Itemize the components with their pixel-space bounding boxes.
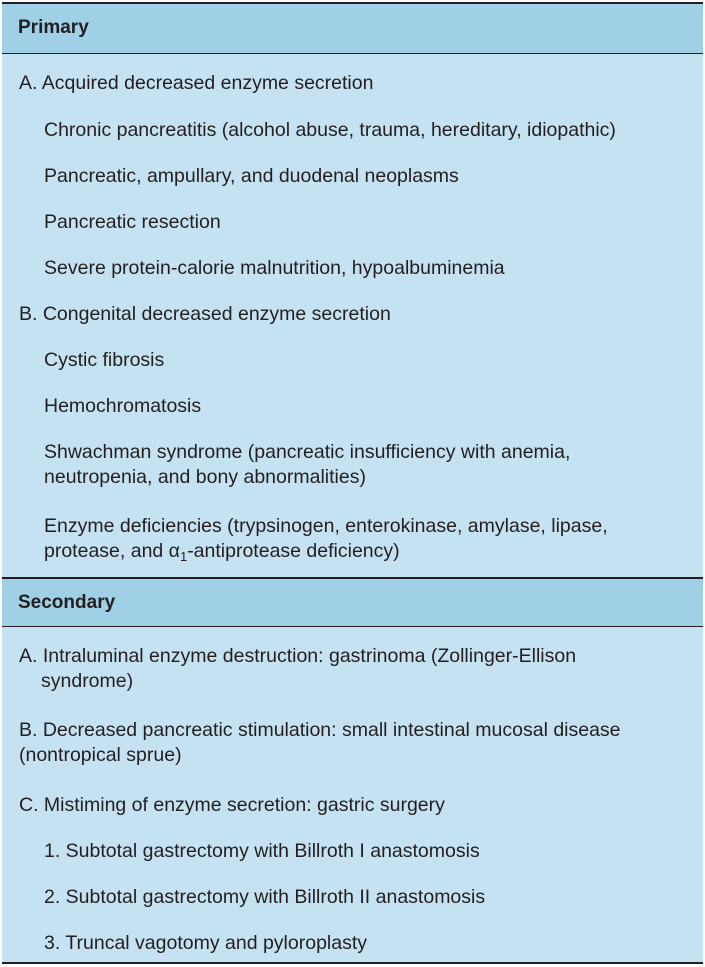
enzyme-line-2-pre: protease, and α — [44, 540, 180, 562]
section-title-primary: Primary — [18, 17, 89, 38]
primary-b-heading: B. Congenital decreased enzyme secretion — [19, 303, 391, 325]
secondary-c-item-3: 3. Truncal vagotomy and pyloroplasty — [44, 932, 368, 954]
primary-a-item-2: Pancreatic, ampullary, and duodenal neoplasms — [44, 165, 459, 187]
primary-a-item-4: Severe protein-calorie malnutrition, hypoalbuminemia — [44, 257, 505, 279]
secondary-c-item-2: 2. Subtotal gastrectomy with Billroth II anastomosis — [44, 886, 486, 908]
secondary-b-line-2: (nontropical sprue) — [19, 744, 182, 766]
section-title-secondary: Secondary — [18, 592, 116, 613]
primary-b-item-2: Hemochromatosis — [44, 395, 202, 417]
section-header-primary — [2, 4, 703, 54]
secondary-c-item-1: 1. Subtotal gastrectomy with Billroth I anastomosis — [44, 840, 480, 862]
secondary-c-heading: C. Mistiming of enzyme secretion: gastric surgery — [19, 794, 445, 816]
primary-a-item-1: Chronic pancreatitis (alcohol abuse, trauma, hereditary, idiopathic) — [44, 119, 616, 141]
secondary-a-line-1: A. Intraluminal enzyme destruction: gastrinoma (Zollinger-Ellison — [19, 645, 577, 667]
shwachman-line-2: neutropenia, and bony abnormalities) — [44, 466, 366, 488]
shwachman-line-1: Shwachman syndrome (pancreatic insufficiency with anemia, — [44, 441, 571, 463]
causes-table — [2, 2, 703, 964]
secondary-b-line-1: B. Decreased pancreatic stimulation: small intestinal mucosal disease — [19, 719, 621, 741]
primary-a-item-3: Pancreatic resection — [44, 211, 221, 233]
enzyme-subscript: 1 — [179, 549, 188, 564]
enzyme-line-2-post: -antiprotease deficiency) — [187, 540, 400, 562]
enzyme-line-1: Enzyme deficiencies (trypsinogen, enterokinase, amylase, lipase, — [44, 515, 608, 537]
primary-a-heading: A. Acquired decreased enzyme secretion — [19, 72, 374, 94]
secondary-a — [19, 644, 576, 694]
primary-b-item-shwachman — [44, 440, 570, 490]
section-header-secondary — [2, 577, 703, 627]
primary-b-item-1: Cystic fibrosis — [44, 349, 165, 371]
secondary-b — [19, 718, 621, 768]
primary-b-item-enzyme — [44, 514, 608, 564]
secondary-a-line-2: syndrome) — [41, 670, 134, 692]
